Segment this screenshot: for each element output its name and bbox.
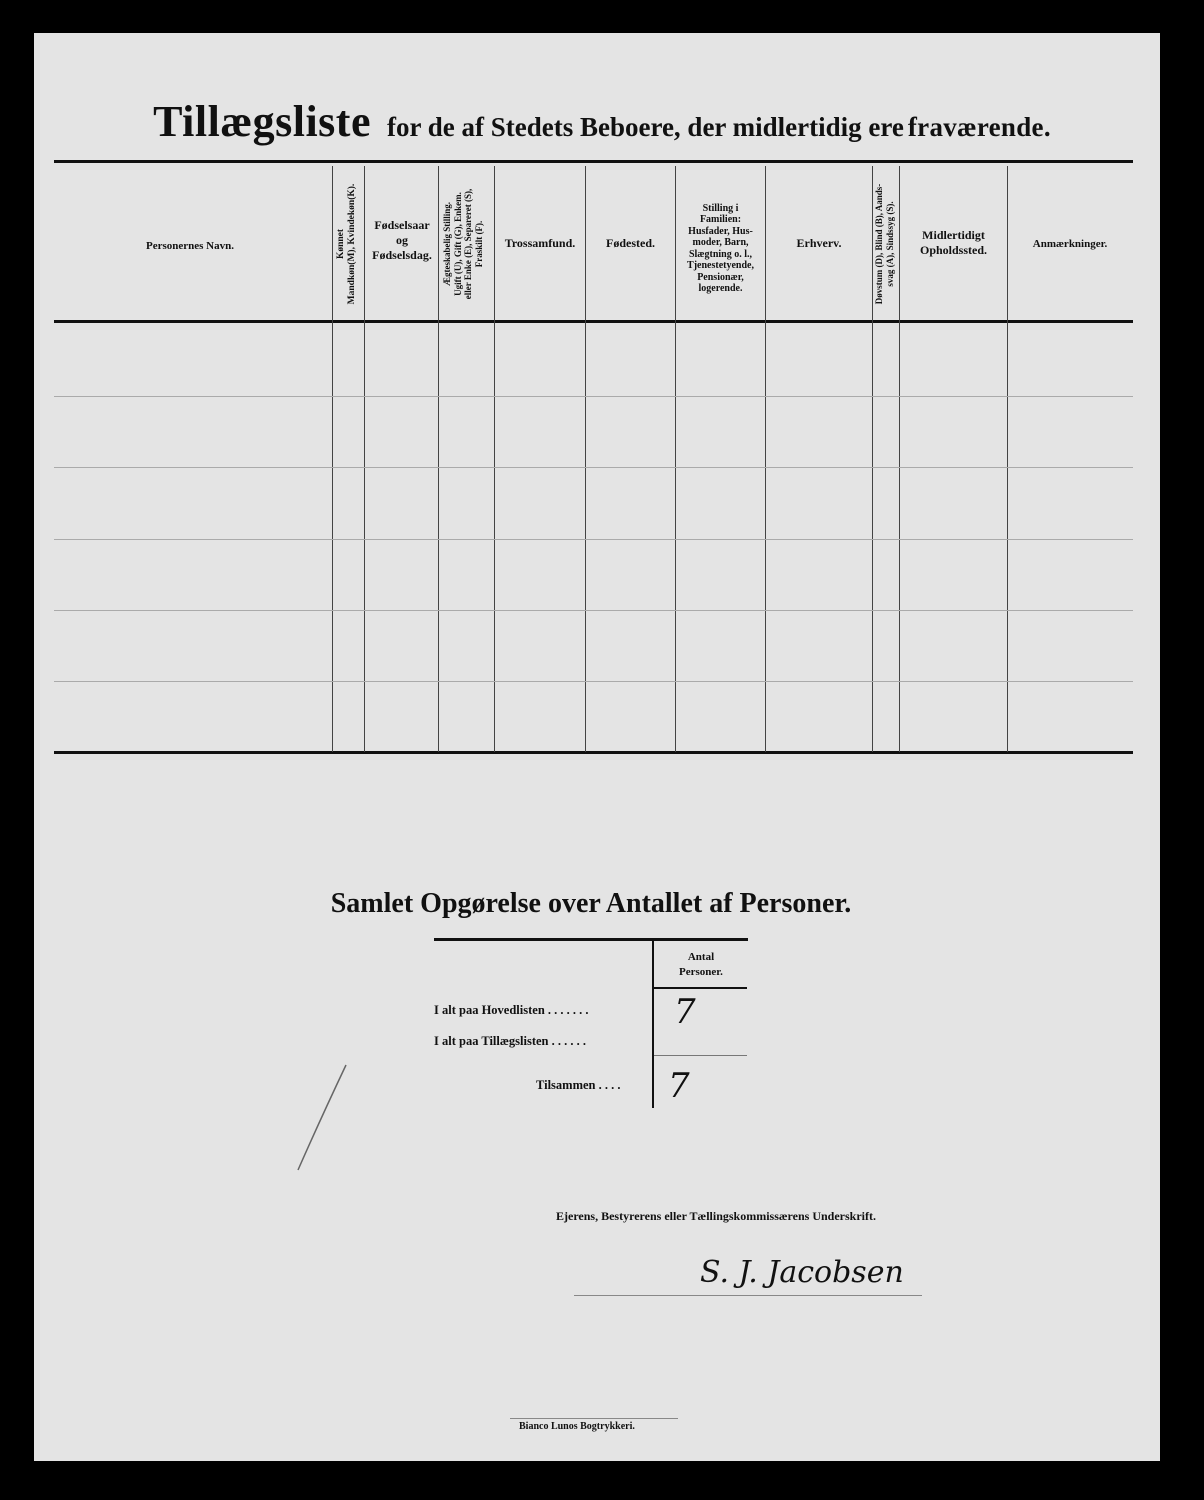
header-marital-text: Ægteskabelig Stilling. Ugift (U), Gift (G), Enkem. eller Enke (E), Separeret (S), Fraskilt (F). (442, 188, 484, 300)
summary-title: Samlet Opgørelse over Antallet af Personer. (330, 888, 852, 919)
header-sex-text: Kønnet Mandkøn(M), Kvindekøn(K). (336, 183, 357, 305)
form-title-main: Tillægsliste (153, 97, 371, 146)
header-birth: Fødselsaar og Fødselsdag. (372, 218, 432, 262)
summary-header-rule (654, 987, 747, 989)
column-divider (438, 166, 439, 752)
header-disability-text: Døvstum (D), Blind (B), Aands- svag (A), Sindssyg (S). (874, 183, 895, 305)
table-row-line (54, 681, 1133, 682)
summary-top-rule (434, 938, 748, 941)
header-bottom-rule (54, 320, 1133, 323)
column-divider (1007, 166, 1008, 752)
table-top-rule (54, 160, 1133, 163)
header-family-text: Stilling i Familien: Husfader, Hus- moder, Barn, Slægtning o. l., Tjenestetyende, Pensionær, logerende. (687, 202, 754, 294)
printer-imprint: Bianco Lunos Bogtrykkeri. (519, 1421, 635, 1432)
summary-row-main-value: 7 (674, 992, 696, 1032)
table-bottom-rule (54, 751, 1133, 754)
header-marital (442, 168, 484, 320)
summary-divider (652, 941, 654, 1108)
header-occupation: Erhverv. (796, 236, 842, 250)
header-sex (336, 168, 358, 320)
column-divider (494, 166, 495, 752)
column-divider (872, 166, 873, 752)
table-row-line (54, 539, 1133, 540)
form-title-rest: for de af Stedets Beboere, der midlertidig ere (386, 112, 904, 142)
printer-rule (510, 1418, 678, 1419)
signature-caption: Ejerens, Bestyrerens eller Tællingskommissærens Underskrift. (556, 1209, 876, 1223)
column-divider (332, 166, 333, 752)
signature-line (574, 1295, 922, 1296)
table-row-line (54, 610, 1133, 611)
summary-row-supplement-label: I alt paa Tillægslisten . . . . . . (434, 1034, 586, 1048)
summary-row-total-label: Tilsammen . . . . (536, 1078, 621, 1092)
form-title (0, 96, 1204, 147)
table-row-line (54, 467, 1133, 468)
header-remarks: Anmærkninger. (1032, 238, 1108, 250)
column-divider (585, 166, 586, 752)
header-temp-residence: Midlertidigt Opholdssted. (919, 228, 988, 257)
header-names: Personernes Navn. (146, 240, 234, 252)
pencil-stroke (280, 1060, 360, 1180)
form-title-emphasis: fraværende. (907, 112, 1051, 142)
header-birthplace: Fødested. (606, 236, 655, 250)
summary-sum-rule (654, 1055, 747, 1056)
header-religion: Trossamfund. (504, 236, 576, 250)
summary-count-header: Antal Personer. (679, 951, 723, 978)
table-row-line (54, 396, 1133, 397)
column-divider (765, 166, 766, 752)
header-disability (874, 168, 895, 320)
summary-row-total-value: 7 (668, 1066, 690, 1106)
signature-handwritten: S. J. Jacobsen (700, 1255, 904, 1290)
header-family (676, 191, 765, 295)
summary-row-main-label: I alt paa Hovedlisten . . . . . . . (434, 1003, 589, 1017)
column-divider (364, 166, 365, 752)
